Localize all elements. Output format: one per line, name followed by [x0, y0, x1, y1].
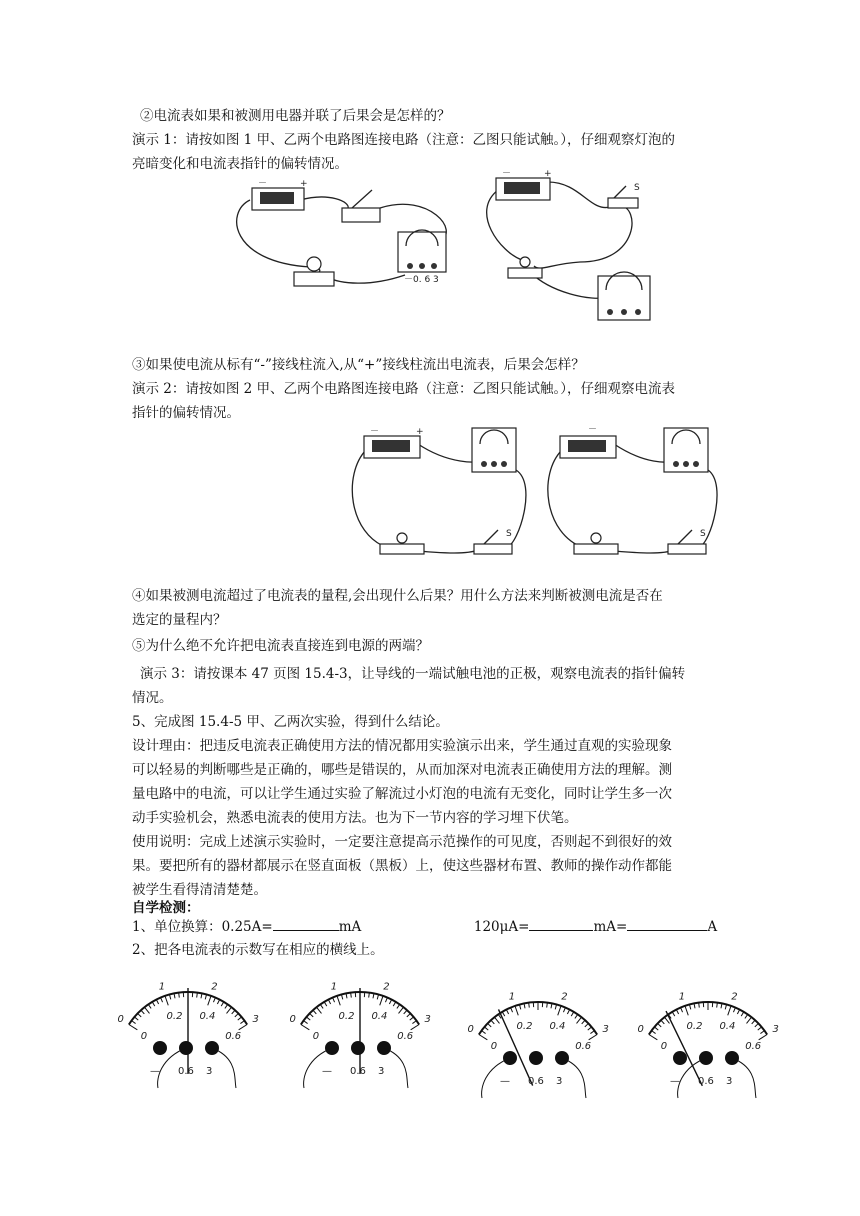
meter-tick: [575, 1014, 578, 1018]
meter-tick: [681, 1008, 683, 1013]
meter-tick: [227, 1007, 232, 1013]
meter-tick: [745, 1014, 748, 1018]
design-reason-line-3: 量电路中的电流，可以让学生通过实验了解流过小灯泡的电流有无变化，同时让学生多一次: [132, 786, 672, 802]
meter-bottom-scale-label: 0.6: [225, 1031, 242, 1043]
meter-top-scale-label: 3: [424, 1014, 431, 1026]
question-2: ②电流表如果和被测用电器并联了后果会是怎样的？: [140, 108, 451, 124]
meter-tick: [654, 1027, 658, 1030]
demo-1-line-2: 亮暗变化和电流表指针的偏转情况。: [132, 156, 348, 172]
meter-bottom-scale-label: 0.4: [199, 1010, 216, 1022]
figure-2-circuit-b: [548, 425, 717, 554]
meter-tick: [351, 993, 352, 998]
question-3: ③如果使电流从标有“-”接线柱流入,从“+”接线柱流出电流表，后果会怎样？: [132, 357, 585, 373]
meter-tick: [515, 1006, 518, 1015]
meter-terminal-label: 0.6: [178, 1066, 194, 1077]
meter-bottom-scale-label: 0.2: [686, 1020, 703, 1032]
meter-tick: [138, 1013, 142, 1016]
meter-tick: [161, 998, 163, 1003]
meter-top-scale-label: 1: [508, 991, 516, 1003]
meter-bottom-scale-label: 0.2: [516, 1020, 533, 1032]
meter-tick: [590, 1031, 594, 1034]
meter-bottom-scale-label: 0.2: [166, 1010, 183, 1022]
meter-top-scale-label: 1: [158, 981, 166, 993]
meter-tick: [152, 1002, 155, 1006]
meter-terminal-label: —: [670, 1076, 680, 1087]
meter-tick: [341, 995, 342, 1000]
meter-tick: [141, 1010, 144, 1014]
conversion-2-blank-ma[interactable]: [529, 916, 593, 931]
meter-tick: [404, 1010, 407, 1014]
meter-terminal: [673, 1051, 687, 1065]
meter-tick: [232, 1010, 235, 1014]
meter-bottom-scale-label: 0.4: [371, 1010, 388, 1022]
svg-text:+: +: [300, 179, 308, 189]
meter-tick: [205, 995, 206, 1000]
conversion-1-unit: mA: [338, 919, 362, 935]
meter-top-scale-label: 3: [252, 1014, 259, 1026]
meter-terminal-label: 3: [378, 1066, 385, 1077]
meter-tick: [179, 993, 180, 998]
meter-tick: [567, 1010, 569, 1014]
meter-tick: [148, 1004, 151, 1008]
meter-tick: [156, 1000, 158, 1004]
item-5: 5、完成图 15.4-5 甲、乙两次实验，得到什么结论。: [132, 714, 449, 730]
meter-tick: [324, 1002, 327, 1006]
design-reason-line-4: 动手实验机会，熟悉电流表的使用方法。也为下一节内容的学习埋下伏笔。: [132, 810, 578, 826]
meter-tick: [661, 1020, 664, 1024]
meter-tick: [547, 1003, 548, 1008]
meter-tick: [208, 996, 211, 1005]
meter-tick: [571, 1012, 574, 1016]
meter-top-scale-label: 3: [602, 1024, 609, 1036]
meter-tick: [699, 1003, 700, 1008]
meter-tick: [563, 1008, 565, 1013]
meter-top-scale-label: 3: [772, 1024, 779, 1036]
meter-top-scale-label: 1: [330, 981, 338, 993]
meter-tick: [369, 993, 370, 998]
design-reason-line-1: 设计理由：把违反电流表正确使用方法的情况都用实验演示出来，学生通过直观的实验现象: [132, 738, 672, 754]
meter-tick: [658, 1023, 662, 1026]
meter-tick: [132, 1021, 136, 1024]
meter-tick: [652, 1031, 656, 1034]
meter-tick: [129, 1024, 137, 1029]
meter-tick: [412, 1021, 416, 1024]
figure-2-switch-label-b: S: [700, 529, 706, 539]
meter-tick: [733, 1008, 735, 1013]
meter-tick: [588, 1027, 592, 1030]
meter-tick: [589, 1034, 597, 1039]
meter-bottom-scale-label: 0.6: [745, 1041, 762, 1053]
meter-tick: [495, 1017, 500, 1023]
conversion-2-blank-a[interactable]: [627, 916, 707, 931]
meter-bottom-scale-label: 0: [660, 1041, 668, 1053]
meter-top-scale-label: 2: [561, 991, 568, 1003]
meter-bottom-scale-label: 0.2: [338, 1010, 355, 1022]
meter-tick: [649, 1034, 657, 1039]
meter-tick: [145, 1007, 150, 1013]
meter-tick: [511, 1008, 513, 1013]
meter-tick: [217, 1000, 219, 1004]
meter-terminal-label: —: [150, 1066, 160, 1077]
meter-terminal: [153, 1041, 167, 1055]
meter-top-scale-label: 0: [117, 1014, 124, 1026]
conversion-2-label: 120μA=: [473, 919, 530, 935]
meter-tick: [502, 1012, 505, 1016]
meter-tick: [737, 1010, 739, 1014]
question-5: ⑤为什么绝不允许把电流表直接连到电源的两端？: [132, 638, 429, 654]
conversion-2-mid: mA=: [593, 919, 628, 935]
meter-tick: [410, 1017, 414, 1020]
meter-terminal-label: —: [322, 1066, 332, 1077]
meter-tick: [741, 1012, 744, 1016]
meter-tick: [320, 1004, 323, 1008]
meter-tick: [488, 1023, 492, 1026]
meter-tick: [717, 1003, 718, 1008]
usage-note-line-3: 被学生看得清清楚楚。: [132, 882, 267, 898]
figure-1-switch-label: S: [634, 183, 640, 193]
meter-bottom-scale-label: 0.4: [549, 1020, 566, 1032]
meter-tick: [225, 1004, 228, 1008]
meter-top-scale-label: 2: [211, 981, 218, 993]
figure-1-right-circuit: [487, 169, 650, 320]
meter-tick: [134, 1017, 138, 1020]
meter-bottom-scale-label: 0.4: [719, 1020, 736, 1032]
conversion-2-unit: A: [707, 919, 718, 935]
meter-tick: [558, 1006, 561, 1015]
conversion-1-label: 1、单位换算：0.25A=: [132, 919, 273, 935]
meter-bottom-scale-label: 0.6: [397, 1031, 414, 1043]
meter-tick: [725, 1005, 726, 1010]
meter-tick: [506, 1010, 508, 1014]
meter-bottom-scale-label: 0: [312, 1031, 320, 1043]
meter-tick: [306, 1017, 310, 1020]
meter-tick: [313, 1010, 316, 1014]
question-4-line-1: ④如果被测电流超过了电流表的量程,会出现什么后果？用什么方法来判断被测电流是否在: [132, 588, 663, 604]
figure-2-circuit-a: [352, 427, 526, 554]
demo-3-line-2: 情况。: [132, 690, 173, 706]
figure-2-minus-b: －: [588, 425, 598, 435]
meter-tick: [399, 1007, 404, 1013]
figure-2-plus-a: +: [416, 427, 424, 437]
meter-tick: [411, 1024, 419, 1029]
item-2-meter-reading: 2、把各电流表的示数写在相应的横线上。: [132, 942, 384, 958]
meter-tick: [239, 1024, 247, 1029]
meter-terminal: [529, 1051, 543, 1065]
meter-tick: [555, 1005, 556, 1010]
conversion-1-blank[interactable]: [273, 916, 339, 931]
meter-tick: [165, 996, 168, 1005]
meter-tick: [758, 1027, 762, 1030]
usage-note-line-1: 使用说明：完成上述演示实验时，一定要注意提高示范操作的可见度，否则起不到很好的效: [132, 834, 672, 850]
meter-tick: [519, 1005, 520, 1010]
meter-bottom-scale-label: 0: [490, 1041, 498, 1053]
meter-tick: [317, 1007, 322, 1013]
meter-terminal-label: —: [500, 1076, 510, 1087]
figure-2-circuits: [348, 424, 728, 570]
meter-tick: [482, 1031, 486, 1034]
meter-top-scale-label: 2: [731, 991, 738, 1003]
self-test-heading: 自学检测：: [132, 900, 200, 916]
meter-tick: [407, 1013, 411, 1016]
figure-1-left-circuit: [237, 179, 447, 286]
meter-terminal-label: 0.6: [698, 1076, 714, 1087]
meter-tick: [385, 998, 387, 1003]
meter-tick: [221, 1002, 224, 1006]
meter-tick: [393, 1002, 396, 1006]
meter-tick: [747, 1017, 752, 1023]
figure-2-switch-label-a: S: [506, 529, 512, 539]
meter-tick: [752, 1020, 755, 1024]
meter-top-scale-label: 2: [383, 981, 390, 993]
meter-tick: [479, 1034, 487, 1039]
figure-1-meter-range-label: －0. 6 3: [404, 275, 439, 285]
meter-tick: [689, 1005, 690, 1010]
meter-tick: [491, 1020, 494, 1024]
demo-3-line-1: 演示 3：请按课本 47 页图 15.4-3，让导线的一端试触电池的正极，观察电流表的指针偏转: [140, 666, 686, 682]
meter-tick: [238, 1017, 242, 1020]
ammeter-1: [117, 981, 258, 1088]
meter-tick: [169, 995, 170, 1000]
figure-2-minus-a: －: [370, 427, 380, 437]
meter-terminal-label: 0.6: [528, 1076, 544, 1087]
meter-tick: [685, 1006, 688, 1015]
demo-2-line-2: 指针的偏转情况。: [132, 405, 240, 421]
ammeter-readings: [108, 962, 788, 1092]
meter-top-scale-label: 1: [678, 991, 686, 1003]
unit-conversion-line: [132, 916, 732, 937]
meter-tick: [484, 1027, 488, 1030]
meter-top-scale-label: 0: [467, 1024, 474, 1036]
meter-tick: [728, 1006, 731, 1015]
meter-tick: [328, 1000, 330, 1004]
meter-tick: [213, 998, 215, 1003]
svg-text:－: －: [258, 179, 268, 189]
meter-terminal-label: 0.6: [350, 1066, 366, 1077]
meter-tick: [397, 1004, 400, 1008]
meter-tick: [310, 1013, 314, 1016]
meter-terminal: [351, 1041, 365, 1055]
ammeter-3: [467, 991, 608, 1098]
meter-bottom-scale-label: 0: [140, 1031, 148, 1043]
meter-tick: [377, 995, 378, 1000]
meter-tick: [304, 1021, 308, 1024]
meter-tick: [582, 1020, 585, 1024]
meter-top-scale-label: 0: [289, 1014, 296, 1026]
ammeter-2: [289, 981, 430, 1088]
demo-2-line-1: 演示 2：请按如图 2 甲、乙两个电路图连接电路（注意：乙图只能试触。），仔细观察电流表: [132, 381, 676, 397]
meter-tick: [755, 1023, 759, 1026]
meter-bottom-scale-label: 0.6: [575, 1041, 592, 1053]
meter-tick: [333, 998, 335, 1003]
meter-tick: [672, 1012, 675, 1016]
meter-tick: [240, 1021, 244, 1024]
meter-tick: [380, 996, 383, 1005]
svg-text:－: －: [502, 169, 512, 179]
meter-tick: [337, 996, 340, 1005]
svg-text:+: +: [544, 169, 552, 179]
meter-tick: [585, 1023, 589, 1026]
meter-tick: [197, 993, 198, 998]
design-reason-line-2: 可以轻易的判断哪些是正确的，哪些是错误的，从而加深对电流表正确使用方法的理解。测: [132, 762, 672, 778]
meter-tick: [235, 1013, 239, 1016]
question-4-line-2: 选定的量程内？: [132, 612, 227, 628]
meter-tick: [389, 1000, 391, 1004]
meter-tick: [577, 1017, 582, 1023]
meter-terminal-label: 3: [726, 1076, 733, 1087]
meter-tick: [301, 1024, 309, 1029]
meter-tick: [760, 1031, 764, 1034]
ammeter-4: [637, 991, 778, 1098]
meter-terminal-label: 3: [206, 1066, 213, 1077]
meter-top-scale-label: 0: [637, 1024, 644, 1036]
demo-1-line-1: 演示 1：请按如图 1 甲、乙两个电路图连接电路（注意：乙图只能试触。），仔细观察灯泡的: [132, 132, 676, 148]
meter-tick: [759, 1034, 767, 1039]
meter-tick: [529, 1003, 530, 1008]
figure-1-circuits: [230, 169, 670, 332]
usage-note-line-2: 果。要把所有的器材都展示在竖直面板（黑板）上，使这些器材布置、教师的操作动作都能: [132, 858, 672, 874]
meter-tick: [676, 1010, 678, 1014]
meter-terminal-label: 3: [556, 1076, 563, 1087]
